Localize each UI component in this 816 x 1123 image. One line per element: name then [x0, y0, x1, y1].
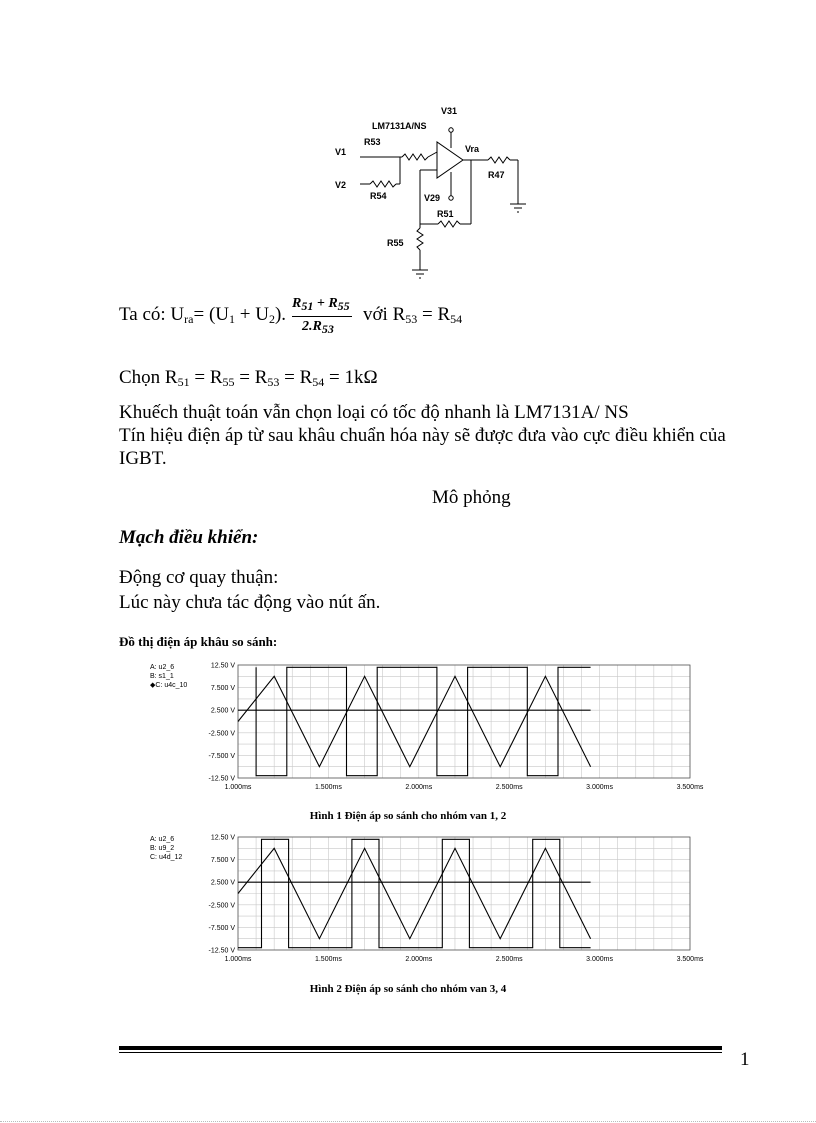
label-opamp: LM7131A/NS — [372, 121, 427, 131]
label-v31: V31 — [441, 106, 458, 116]
legend-entry: B: s1_1 — [150, 673, 174, 680]
y-tick-label: -2.500 V — [208, 902, 235, 910]
y-tick-label: -12.50 V — [208, 947, 235, 955]
x-tick-label: 3.500ms — [676, 784, 704, 791]
page-number: 1 — [740, 1049, 750, 1070]
x-tick-label: 1.000ms — [224, 956, 252, 963]
paragraph-signal: Tín hiệu điện áp từ sau khâu chuẩn hóa này sẽ được đưa vào cực điều khiển của — [119, 425, 726, 446]
y-tick-label: -7.500 V — [208, 924, 235, 932]
x-tick-label: 3.000ms — [586, 784, 614, 791]
y-tick-label: 7.500 V — [210, 857, 235, 865]
legend-entry: B: u9_2 — [150, 845, 175, 852]
x-tick-label: 1.500ms — [314, 784, 342, 791]
paragraph-igbt: IGBT. — [119, 448, 167, 469]
paragraph-state: Lúc này chưa tác động vào nút ấn. — [119, 592, 381, 613]
label-r55: R55 — [387, 238, 404, 248]
label-r47: R47 — [488, 170, 505, 180]
chart-grid — [238, 837, 690, 950]
section-title-simulation: Mô phỏng — [432, 487, 511, 508]
x-tick-label: 2.500ms — [495, 956, 523, 963]
legend-entry: A: u2_6 — [150, 664, 175, 671]
y-tick-label: -12.50 V — [208, 775, 235, 783]
label-vra: Vra — [465, 144, 480, 154]
paragraph-motor: Động cơ quay thuận: — [119, 567, 279, 588]
fraction-numerator: $R_{51} + R_{55}$ — [292, 296, 350, 313]
x-tick-label: 2.500ms — [495, 784, 523, 791]
fraction-bar — [292, 316, 352, 317]
x-tick-label: 1.000ms — [224, 784, 252, 791]
label-r54: R54 — [370, 191, 387, 201]
legend-entry: ◆C: u4c_10 — [150, 682, 188, 689]
legend-entry: C: u4d_12 — [150, 854, 183, 861]
paragraph-opamp: Khuếch thuật toán vẫn chọn loại có tốc độ nhanh là LM7131A/ NS — [119, 402, 629, 423]
x-tick-label: 1.500ms — [314, 956, 342, 963]
chart-comparison-2 — [140, 827, 720, 977]
label-r53: R53 — [364, 137, 381, 147]
y-tick-label: -7.500 V — [208, 752, 235, 760]
label-v1: V1 — [335, 147, 347, 157]
y-tick-label: 2.500 V — [210, 707, 235, 715]
heading-control-circuit: Mạch điều khiển: — [119, 527, 259, 548]
label-v29: V29 — [424, 193, 441, 203]
y-tick-label: 12.50 V — [210, 662, 235, 670]
formula-condition: với $R_{53} = R_{54}$ — [363, 304, 463, 326]
y-tick-label: 7.500 V — [210, 685, 235, 693]
choose-line: Chọn $R_{51} = R_{55} = R_{53} = R_{54} = 1k\Omega$ — [119, 367, 378, 389]
footer-rule-thin — [119, 1052, 722, 1053]
y-tick-label: -2.500 V — [208, 730, 235, 738]
x-tick-label: 2.000ms — [405, 784, 433, 791]
graph-title: Đồ thị điện áp khâu so sánh: — [119, 634, 278, 649]
x-tick-label: 2.000ms — [405, 956, 433, 963]
y-tick-label: 2.500 V — [210, 879, 235, 887]
x-tick-label: 3.500ms — [676, 956, 704, 963]
x-tick-label: 3.000ms — [586, 956, 614, 963]
chart-grid — [238, 665, 690, 778]
chart1-caption: Hình 1 Điện áp so sánh cho nhóm van 1, 2 — [309, 810, 507, 822]
legend-entry: A: u2_6 — [150, 836, 175, 843]
label-v2: V2 — [335, 180, 347, 190]
fraction-denominator: $2.R_{53}$ — [302, 319, 334, 336]
chart-comparison-1 — [140, 655, 720, 805]
footer-rule-thick — [119, 1046, 722, 1050]
page-bottom-border — [0, 1121, 816, 1122]
opamp-circuit — [330, 100, 540, 290]
chart2-caption: Hình 2 Điện áp so sánh cho nhóm van 3, 4 — [309, 983, 507, 995]
label-r51: R51 — [437, 209, 454, 219]
y-tick-label: 12.50 V — [210, 834, 235, 842]
formula-line: Ta có: $U_{ra}= (U_1 + U_2)$. — [119, 304, 287, 326]
